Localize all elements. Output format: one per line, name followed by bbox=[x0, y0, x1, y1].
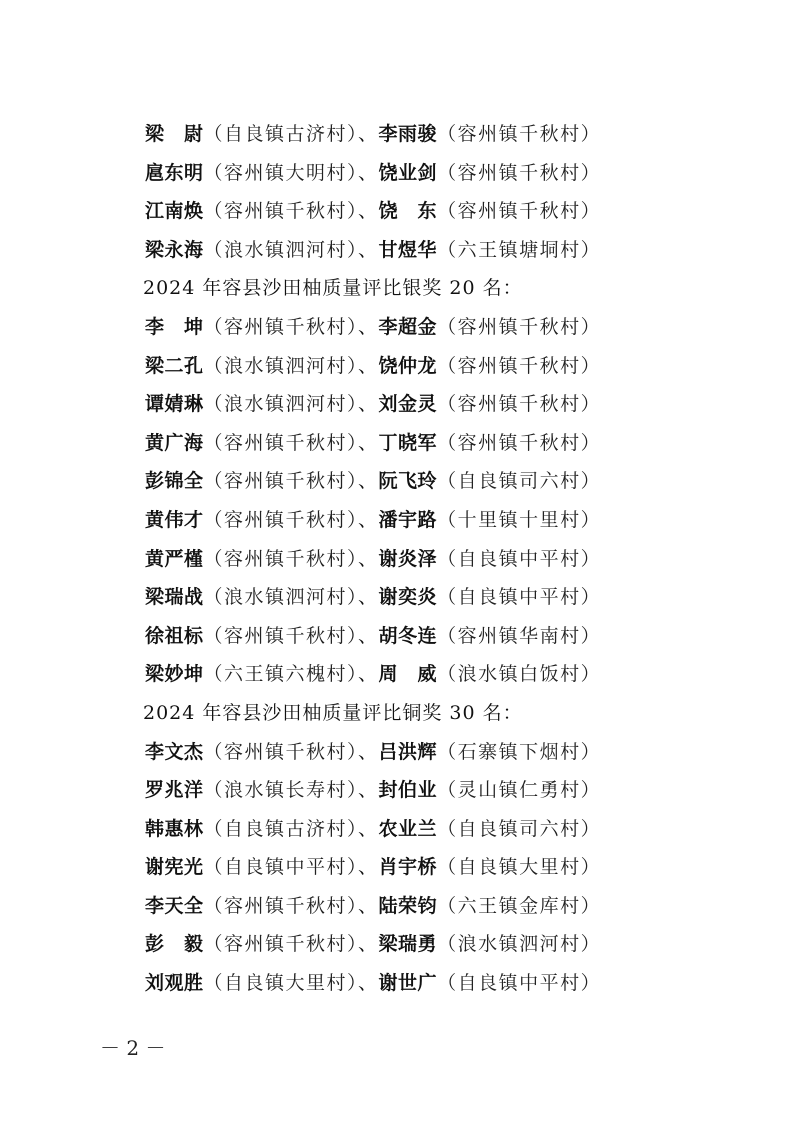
awardee-name: 彭锦全 bbox=[145, 470, 204, 493]
awardee-location: （容州镇千秋村） bbox=[203, 431, 359, 454]
awardee-location: （自良镇司六村） bbox=[437, 817, 602, 840]
awardee-location: （浪水镇泗河村） bbox=[203, 586, 359, 609]
awardee-name: 彭 毅 bbox=[145, 933, 204, 956]
awardee-name: 扈东明 bbox=[145, 161, 204, 184]
awardee-name: 徐祖标 bbox=[145, 624, 204, 647]
awardee-location: （容州镇大明村） bbox=[203, 161, 359, 184]
awardee-name: 刘观胜 bbox=[145, 972, 204, 995]
awardee-name: 梁 尉 bbox=[145, 123, 204, 145]
awardee-name: 阮飞玲 bbox=[378, 470, 438, 493]
awardee-location: （浪水镇白饭村） bbox=[437, 663, 602, 686]
awardee-location: （容州镇千秋村） bbox=[203, 200, 359, 223]
awardee-location: （浪水镇泗河村） bbox=[203, 354, 359, 377]
awardee-line bbox=[145, 501, 765, 540]
awardee-location: （容州镇千秋村） bbox=[437, 354, 602, 377]
awardee-line bbox=[145, 385, 765, 424]
awardee-name: 吕洪辉 bbox=[378, 740, 438, 763]
awardee-name: 肖宇桥 bbox=[378, 856, 438, 879]
awardee-location: （石寨镇下烟村） bbox=[437, 740, 602, 763]
awardee-line bbox=[145, 578, 765, 617]
separator: 、 bbox=[358, 740, 379, 763]
awardee-name: 李天全 bbox=[145, 894, 204, 917]
awardee-location: （自良镇古济村） bbox=[203, 123, 359, 145]
awardee-location: （自良镇中平村） bbox=[203, 856, 359, 879]
separator: 、 bbox=[358, 161, 379, 184]
award-heading: 2024 年容县沙田柚质量评比铜奖 30 名： bbox=[143, 701, 523, 724]
awardee-location: （容州镇千秋村） bbox=[437, 200, 602, 223]
awardee-location: （六王镇塘垌村） bbox=[437, 238, 602, 261]
awardee-location: （浪水镇泗河村） bbox=[437, 933, 602, 956]
awardee-location: （六王镇金库村） bbox=[437, 894, 602, 917]
awardee-location: （容州镇千秋村） bbox=[203, 894, 359, 917]
awardee-line bbox=[145, 848, 765, 887]
award-list bbox=[145, 115, 765, 1003]
awardee-location: （自良镇中平村） bbox=[437, 547, 602, 570]
awardee-location: （自良镇司六村） bbox=[437, 470, 602, 493]
awardee-line bbox=[145, 810, 765, 849]
awardee-name: 甘煜华 bbox=[378, 238, 438, 261]
awardee-location: （六王镇六槐村） bbox=[203, 663, 359, 686]
awardee-name: 谭婧琳 bbox=[145, 393, 204, 416]
separator: 、 bbox=[358, 586, 379, 609]
awardee-line bbox=[145, 115, 765, 154]
awardee-line bbox=[145, 617, 765, 656]
awardee-name: 李雨骏 bbox=[378, 123, 438, 145]
awardee-line bbox=[145, 192, 765, 231]
awardee-name: 江南焕 bbox=[145, 200, 204, 223]
separator: 、 bbox=[358, 508, 379, 531]
separator: 、 bbox=[358, 315, 379, 338]
awardee-name: 梁瑞勇 bbox=[378, 933, 438, 956]
awardee-location: （浪水镇泗河村） bbox=[203, 393, 359, 416]
awardee-name: 黄严槿 bbox=[145, 547, 204, 570]
awardee-location: （容州镇千秋村） bbox=[437, 161, 602, 184]
awardee-line bbox=[145, 231, 765, 270]
awardee-line bbox=[145, 154, 765, 193]
award-heading: 2024 年容县沙田柚质量评比银奖 20 名： bbox=[143, 277, 523, 300]
separator: 、 bbox=[358, 624, 379, 647]
separator: 、 bbox=[358, 779, 379, 802]
awardee-line bbox=[145, 733, 765, 772]
awardee-line bbox=[145, 540, 765, 579]
awardee-name: 黄伟才 bbox=[145, 508, 204, 531]
awardee-name: 黄广海 bbox=[145, 431, 204, 454]
awardee-name: 梁妙坤 bbox=[145, 663, 204, 686]
awardee-location: （容州镇千秋村） bbox=[437, 315, 602, 338]
awardee-location: （自良镇中平村） bbox=[437, 586, 602, 609]
separator: 、 bbox=[358, 393, 379, 416]
separator: 、 bbox=[358, 933, 379, 956]
awardee-line bbox=[145, 925, 765, 964]
separator: 、 bbox=[358, 470, 379, 493]
awardee-name: 谢奕炎 bbox=[378, 586, 438, 609]
separator: 、 bbox=[358, 856, 379, 879]
awardee-location: （容州镇千秋村） bbox=[203, 508, 359, 531]
separator: 、 bbox=[358, 547, 379, 570]
awardee-name: 饶仲龙 bbox=[378, 354, 438, 377]
awardee-line bbox=[145, 462, 765, 501]
awardee-location: （自良镇大里村） bbox=[437, 856, 602, 879]
awardee-location: （自良镇古济村） bbox=[203, 817, 359, 840]
awardee-location: （容州镇千秋村） bbox=[203, 315, 359, 338]
separator: 、 bbox=[358, 663, 379, 686]
separator: 、 bbox=[358, 123, 379, 145]
awardee-name: 李超金 bbox=[378, 315, 438, 338]
awardee-name: 谢炎泽 bbox=[378, 547, 438, 570]
awardee-name: 罗兆洋 bbox=[145, 779, 204, 802]
awardee-name: 梁瑞战 bbox=[145, 586, 204, 609]
awardee-name: 周 威 bbox=[378, 663, 438, 686]
awardee-name: 刘金灵 bbox=[378, 393, 438, 416]
awardee-location: （容州镇千秋村） bbox=[437, 393, 602, 416]
awardee-location: （容州镇千秋村） bbox=[203, 470, 359, 493]
awardee-location: （自良镇大里村） bbox=[203, 972, 359, 995]
awardee-location: （容州镇千秋村） bbox=[203, 933, 359, 956]
awardee-name: 潘宇路 bbox=[378, 508, 438, 531]
separator: 、 bbox=[358, 972, 379, 995]
awardee-line bbox=[145, 771, 765, 810]
awardee-name: 谢宪光 bbox=[145, 856, 204, 879]
awardee-name: 韩惠林 bbox=[145, 817, 204, 840]
awardee-location: （容州镇千秋村） bbox=[203, 547, 359, 570]
awardee-location: （自良镇中平村） bbox=[437, 972, 602, 995]
awardee-line bbox=[145, 887, 765, 926]
awardee-name: 陆荣钧 bbox=[378, 894, 438, 917]
awardee-location: （容州镇华南村） bbox=[437, 624, 602, 647]
page-number: － 2 － bbox=[100, 1036, 166, 1060]
separator: 、 bbox=[358, 431, 379, 454]
awardee-name: 李文杰 bbox=[145, 740, 204, 763]
awardee-location: （容州镇千秋村） bbox=[203, 624, 359, 647]
awardee-name: 李 坤 bbox=[145, 315, 204, 338]
separator: 、 bbox=[358, 238, 379, 261]
awardee-name: 谢世广 bbox=[378, 972, 438, 995]
awardee-name: 丁晓军 bbox=[378, 431, 438, 454]
awardee-line bbox=[145, 308, 765, 347]
awardee-name: 农业兰 bbox=[378, 817, 438, 840]
awardee-location: （容州镇千秋村） bbox=[437, 123, 602, 145]
separator: 、 bbox=[358, 354, 379, 377]
awardee-name: 饶 东 bbox=[378, 200, 438, 223]
awardee-location: （容州镇千秋村） bbox=[437, 431, 602, 454]
awardee-location: （浪水镇长寿村） bbox=[203, 779, 359, 802]
separator: 、 bbox=[358, 200, 379, 223]
awardee-name: 梁永海 bbox=[145, 238, 204, 261]
awardee-line bbox=[145, 424, 765, 463]
separator: 、 bbox=[358, 894, 379, 917]
awardee-location: （十里镇十里村） bbox=[437, 508, 602, 531]
awardee-line bbox=[145, 655, 765, 694]
awardee-location: （浪水镇泗河村） bbox=[203, 238, 359, 261]
separator: 、 bbox=[358, 817, 379, 840]
awardee-location: （灵山镇仁勇村） bbox=[437, 779, 602, 802]
awardee-name: 梁二孔 bbox=[145, 354, 204, 377]
awardee-name: 封伯业 bbox=[378, 779, 438, 802]
awardee-line bbox=[145, 964, 765, 1003]
awardee-name: 胡冬连 bbox=[378, 624, 438, 647]
awardee-location: （容州镇千秋村） bbox=[203, 740, 359, 763]
awardee-line bbox=[145, 347, 765, 386]
awardee-name: 饶业剑 bbox=[378, 161, 438, 184]
